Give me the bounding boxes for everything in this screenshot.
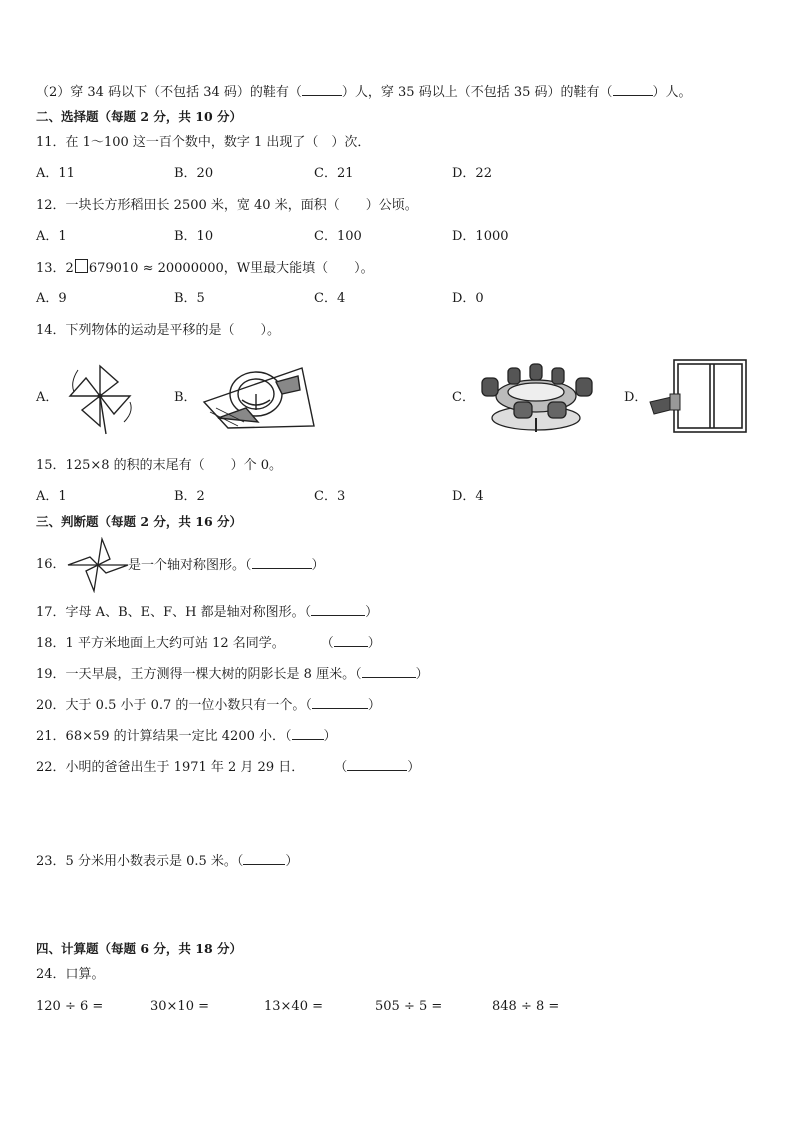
option-a[interactable]: A．9 xyxy=(36,291,67,306)
option-c[interactable]: C．3 xyxy=(314,489,346,504)
option-b[interactable]: B． xyxy=(174,390,197,405)
answer-blank[interactable] xyxy=(312,696,368,709)
option-b[interactable]: B．5 xyxy=(174,291,205,306)
option-b[interactable]: B．2 xyxy=(174,489,205,504)
section-heading-judgement: 三、判断题（每题 2 分，共 16 分） xyxy=(36,514,243,529)
question-12-stem: 12．一块长方形稻田长 2500 米，宽 40 米，面积（ ）公顷。 xyxy=(36,198,418,213)
option-c[interactable]: C．21 xyxy=(314,166,354,181)
sliding-window-icon xyxy=(646,358,750,440)
question-14-stem: 14．下列物体的运动是平移的是（ ）。 xyxy=(36,323,281,338)
calc-item[interactable]: 848 ÷ 8 = xyxy=(492,999,560,1014)
section-heading-choice: 二、选择题（每题 2 分，共 10 分） xyxy=(36,109,243,124)
answer-blank[interactable] xyxy=(311,603,365,616)
answer-blank[interactable] xyxy=(302,83,342,96)
answer-blank[interactable] xyxy=(334,634,368,647)
calc-item[interactable]: 120 ÷ 6 = xyxy=(36,999,104,1014)
answer-blank[interactable] xyxy=(252,556,312,569)
blank-square-icon xyxy=(75,259,88,273)
carousel-icon xyxy=(474,360,604,440)
option-c[interactable]: C． xyxy=(452,390,475,405)
pinwheel-icon xyxy=(60,360,142,440)
option-c[interactable]: C．100 xyxy=(314,229,362,244)
question-18: 18．1 平方米地面上大约可站 12 名同学。 （ ） xyxy=(36,636,381,651)
calc-item[interactable]: 30×10 = xyxy=(150,999,210,1014)
option-c[interactable]: C．4 xyxy=(314,291,346,306)
question-16-number: 16． xyxy=(36,557,66,572)
question-17: 17．字母 A、B、E、F、H 都是轴对称图形。（ ） xyxy=(36,605,379,620)
calc-item[interactable]: 505 ÷ 5 = xyxy=(375,999,443,1014)
option-a[interactable]: A．11 xyxy=(36,166,75,181)
question-23: 23．5 分米用小数表示是 0.5 米。（ ） xyxy=(36,854,299,869)
option-b[interactable]: B．10 xyxy=(174,229,214,244)
option-d[interactable]: D．22 xyxy=(452,166,492,181)
question-13-stem: 13．2 679010 ≈ 20000000，W里最大能填（ ）。 xyxy=(36,261,374,276)
steering-wheel-icon xyxy=(198,360,316,440)
answer-blank[interactable] xyxy=(292,727,324,740)
section-heading-calculation: 四、计算题（每题 6 分，共 18 分） xyxy=(36,941,243,956)
question-21: 21．68×59 的计算结果一定比 4200 小．（ ） xyxy=(36,729,337,744)
option-a[interactable]: A．1 xyxy=(36,229,67,244)
answer-blank[interactable] xyxy=(243,852,285,865)
option-a[interactable]: A． xyxy=(36,390,59,405)
option-d[interactable]: D．1000 xyxy=(452,229,509,244)
option-a[interactable]: A．1 xyxy=(36,489,67,504)
question-24-stem: 24．口算。 xyxy=(36,967,105,982)
answer-blank[interactable] xyxy=(347,758,407,771)
option-d[interactable]: D． xyxy=(624,390,648,405)
question-22: 22．小明的爸爸出生于 1971 年 2 月 29 日． （ ） xyxy=(36,760,421,775)
question-15-stem: 15．125×8 的积的末尾有（ ）个 0。 xyxy=(36,458,283,473)
question-part-2: （2）穿 34 码以下（不包括 34 码）的鞋有（ ）人，穿 35 码以上（不包括 35 码）的鞋有（ ）人。 xyxy=(36,85,692,100)
answer-blank[interactable] xyxy=(613,83,653,96)
option-d[interactable]: D．0 xyxy=(452,291,484,306)
option-b[interactable]: B．20 xyxy=(174,166,214,181)
calc-item[interactable]: 13×40 = xyxy=(264,999,324,1014)
option-d[interactable]: D．4 xyxy=(452,489,484,504)
question-20: 20．大于 0.5 小于 0.7 的一位小数只有一个。（ ） xyxy=(36,698,381,713)
question-11-stem: 11．在 1～100 这一百个数中，数字 1 出现了（ ）次． xyxy=(36,135,371,150)
pinwheel-star-icon xyxy=(66,537,130,597)
question-19: 19．一天早晨，王方测得一棵大树的阴影长是 8 厘米。（ ） xyxy=(36,667,429,682)
answer-blank[interactable] xyxy=(362,665,416,678)
question-16-text: 是一个轴对称图形。（ ） xyxy=(128,558,325,573)
